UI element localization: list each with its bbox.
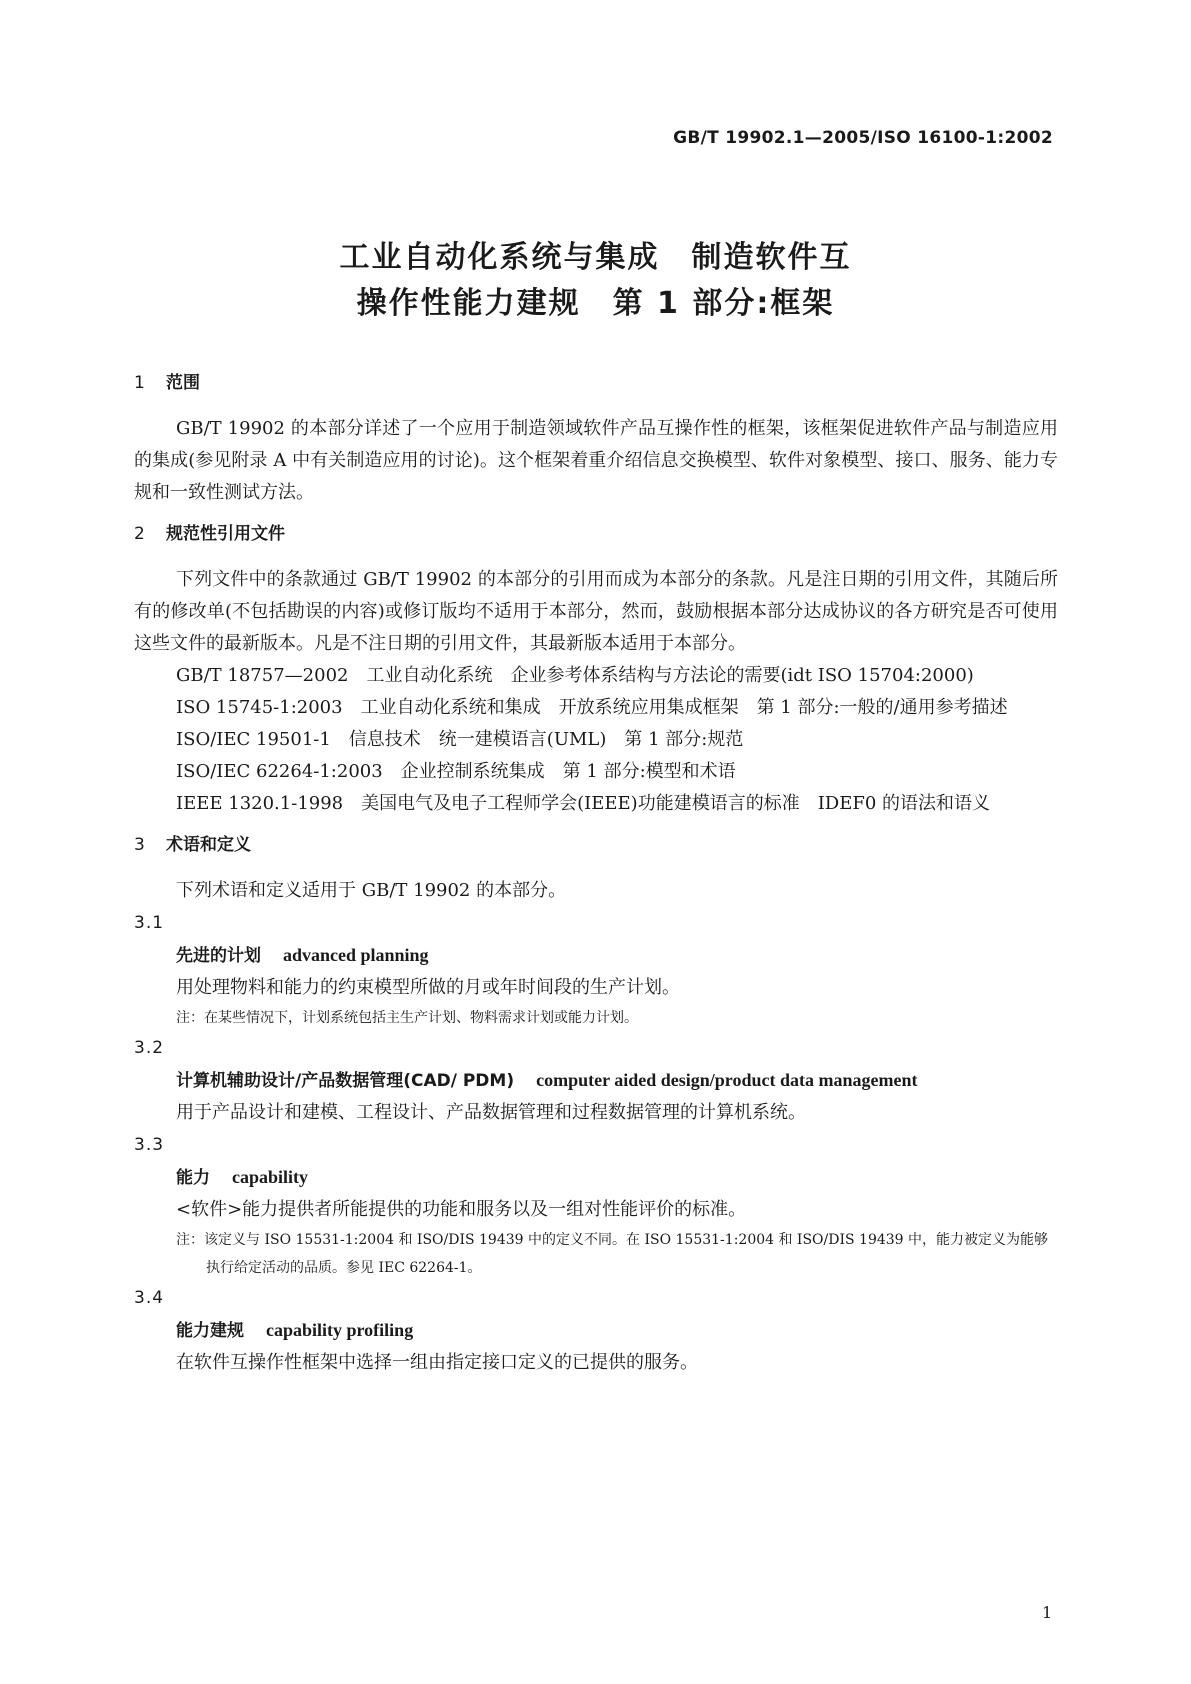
term-zh: 计算机辅助设计/产品数据管理(CAD/ PDM) [176, 1071, 515, 1091]
term-definition: 用于产品设计和建模、工程设计、产品数据管理和过程数据管理的计算机系统。 [176, 1102, 806, 1123]
section-3-heading [134, 832, 1058, 858]
term-note: 注：该定义与 ISO 15531-1:2004 和 ISO/DIS 19439 中的定义不同。在 ISO 15531-1:2004 和 ISO/DIS 19439 中，能力被定义为能够执行给定活动的品质。参见 IEC 62264-1。 [176, 1232, 1049, 1276]
normative-reference: GB/T 18757—2002 工业自动化系统 企业参考体系结构与方法论的需要(idt ISO 15704:2000) [176, 665, 974, 686]
normative-reference: ISO 15745-1:2003 工业自动化系统和集成 开放系统应用集成框架 第 1 部分:一般的/通用参考描述 [176, 697, 1008, 718]
term-en: capability [232, 1167, 309, 1187]
term-en: computer aided design/product data management [536, 1070, 918, 1090]
term-note: 注：在某些情况下，计划系统包括主生产计划、物料需求计划或能力计划。 [176, 1010, 638, 1026]
section-1-paragraph: GB/T 19902 的本部分详述了一个应用于制造领域软件产品互操作性的框架，该框架促进软件产品与制造应用的集成(参见附录 A 中有关制造应用的讨论)。这个框架着重介绍信息交换模型、软件对象模型、接口、服务、能力专规和一致性测试方法。 [134, 418, 1058, 503]
term-entry [176, 1064, 1058, 1097]
standard-number: GB/T 19902.1—2005/ISO 16100-1:2002 [673, 128, 1053, 148]
section-2-paragraph: 下列文件中的条款通过 GB/T 19902 的本部分的引用而成为本部分的条款。凡是注日期的引用文件，其随后所有的修改单(不包括勘误的内容)或修订版均不适用于本部分，然而，鼓励根据本部分达成协议的各方研究是否可使用这些文件的最新版本。凡是不注日期的引用文件，其最新版本适用于本部分。 [134, 569, 1058, 654]
term-definition: 在软件互操作性框架中选择一组由指定接口定义的已提供的服务。 [176, 1352, 698, 1373]
term-entry [176, 939, 1058, 972]
section-number: 2 [134, 524, 145, 544]
term-en: advanced planning [283, 945, 429, 965]
normative-reference: ISO/IEC 62264-1:2003 企业控制系统集成 第 1 部分:模型和术语 [176, 761, 736, 782]
section-1-heading [134, 370, 1058, 396]
section-3-paragraph: 下列术语和定义适用于 GB/T 19902 的本部分。 [176, 880, 567, 901]
section-number: 1 [134, 373, 145, 393]
page-number: 1 [1042, 1603, 1053, 1622]
section-number: 3 [134, 835, 145, 855]
term-definition: 用处理物料和能力的约束模型所做的月或年时间段的生产计划。 [176, 977, 680, 998]
term-definition: <软件>能力提供者所能提供的功能和服务以及一组对性能评价的标准。 [176, 1199, 747, 1220]
document-title-line-1: 工业自动化系统与集成 制造软件互 [339, 240, 852, 275]
normative-reference: IEEE 1320.1-1998 美国电气及电子工程师学会(IEEE)功能建模语言的标准 IDEF0 的语法和语义 [176, 793, 991, 814]
term-zh: 先进的计划 [176, 946, 261, 966]
term-en: capability profiling [266, 1320, 414, 1340]
section-title: 范围 [166, 373, 200, 393]
section-title: 术语和定义 [166, 835, 251, 855]
term-number: 3.2 [134, 1038, 165, 1058]
section-2-heading [134, 521, 1058, 547]
term-number: 3.1 [134, 913, 165, 933]
document-body [134, 370, 1058, 1379]
normative-reference: ISO/IEC 19501-1 信息技术 统一建模语言(UML) 第 1 部分:规范 [176, 729, 744, 750]
term-number: 3.4 [134, 1288, 165, 1308]
term-zh: 能力 [176, 1168, 210, 1188]
section-title: 规范性引用文件 [166, 524, 285, 544]
term-entry [176, 1314, 1058, 1347]
term-zh: 能力建规 [176, 1321, 244, 1341]
term-entry [176, 1161, 1058, 1194]
term-number: 3.3 [134, 1135, 165, 1155]
document-title-line-2: 操作性能力建规 第 1 部分:框架 [356, 286, 835, 321]
